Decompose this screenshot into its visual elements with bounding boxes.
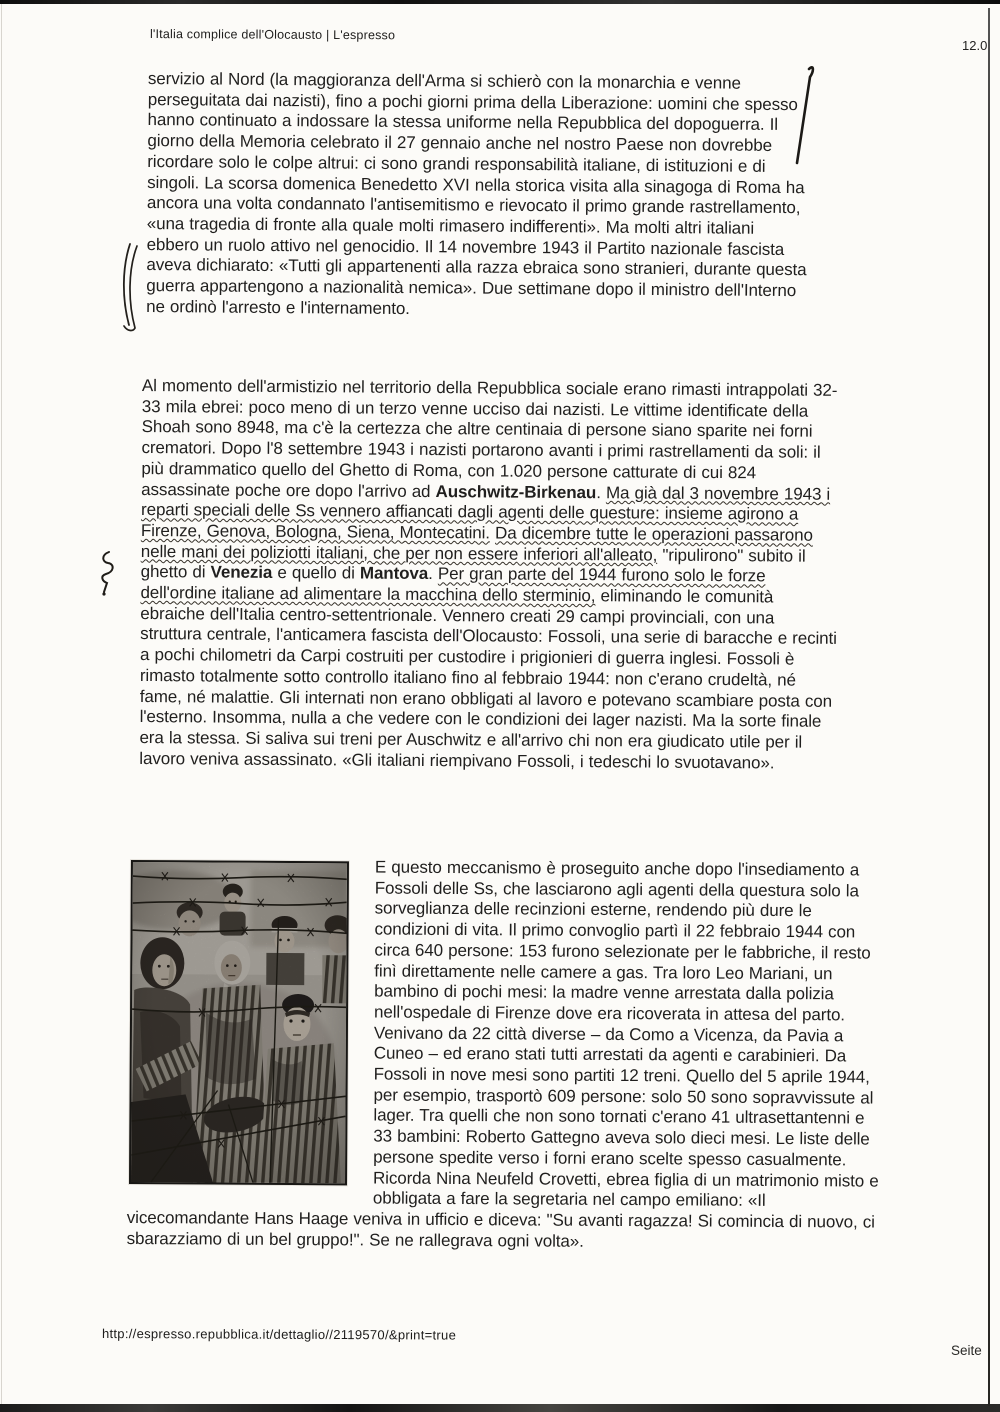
text-segment: Per gran parte del 1944 furono solo le forze dell'ordine italiane ad alimentare la macchina dello sterminio, (140, 564, 766, 606)
text-segment: "ripulirono" subito il ghetto di (140, 545, 806, 582)
text-segment: Al momento dell'armistizio nel territorio della Repubblica sociale erano rimasti intrappolati 32-33 mila ebrei: poco meno di un terzo venne ucciso dai nazisti. Le vittime identificate della Shoah sono 8948, ma c'è la certezza che altre centinaia di persone siano sparite nei forni crematori. Dopo l'8 settembre 1943 i nazisti portarono avanti i primi rastrellamenti da soli: il più drammatico quello del Ghetto di Roma, con 1.020 persone catturate di cui 824 assassinate poche ore dopo l'arrivo ad (141, 376, 838, 501)
footer-url: http://espresso.repubblica.it/dettaglio//2119570/&print=true (101, 1326, 457, 1343)
paragraph-2 (139, 376, 839, 774)
text-segment: servizio al Nord (la maggioranza dell'Arma si schierò con la monarchia e venne perseguitata dai nazisti), fino a pochi giorni prima della Liberazione: uomini che spesso hanno continuato a indossare la stessa uniforme nella Repubblica del dopoguerra. Il giorno della Memoria celebrato il 27 gennaio anche nel nostro Paese non dovrebbe ricordare solo le colpe altrui: ci sono grandi responsabilità italiane, di istituzioni e di singoli. La scorsa domenica Benedetto XVI nella storica visita alla sinagoga di Roma ha ancora una volta condannato l'antisemitismo e rievocato il primo grande rastrellamento, «una tragedia di fronte alla quale molti rimasero indifferenti». Ma molti altri italiani ebbero un ruolo attivo nel genocidio. Il 14 novembre 1943 il Partito nazionale fascista aveva dichiarato: «Tutti gli appartenenti alla razza ebraica sono stranieri, durante questa guerra appartengono a nazionalità nemica». Due settimane dopo il ministro dell'Interno ne ordinò l'arresto e l'internamento. (146, 69, 807, 318)
scan-edge-left (1, 4, 2, 1404)
paragraph-3-section (127, 856, 881, 1254)
text-segment: Ma già dal 3 novembre 1943 i reparti speciali delle Ss vennero affiancati dagli agenti delle questure: insieme agirono a Firenze, Genova, Bologna, Siena, Montecatini. (140, 482, 831, 543)
text-segment: . (596, 482, 607, 502)
pen-mark-double-stroke (117, 241, 143, 337)
paragraph-1 (146, 69, 810, 323)
text-segment: Mantova (359, 563, 429, 584)
scan-edge-bottom (0, 1404, 1000, 1412)
text-segment: Venezia (210, 562, 273, 583)
page-header-timestamp: 12.0 (962, 38, 988, 53)
text-segment: E questo meccanismo è proseguito anche dopo l'insediamento a Fossoli delle Ss, che lasciarono agli agenti della questura solo la sorveglianza delle recinzioni esterne, rendendo più dure le condizioni di vita. Il primo convoglio partì il 22 febbraio 1944 con circa 640 persone: 153 furono selezionate per le fabbriche, il resto finì direttamente nelle camere a gas. Tra loro Leo Mariani, un bambino di pochi mesi: la madre venne arrestata dalla polizia nell'ospedale di Firenze dove era ricoverata in attesa del parto. Venivano da 22 città diverse – da Como a Vicenza, da Pavia a Cuneo – ed erano stati tutti arrestati da agenti e carabinieri. Da Fossoli in nove mesi sono partiti 12 treni. Quello del 5 aprile 1944, per esempio, trasportò 609 persone: solo 50 sono sopravvissute al lager. Tra quelli che non sono tornati c'erano 41 ultrasettantenni e 33 bambini: Roberto Gattegno aveva solo dieci mesi. Le liste delle persone spedite verso i forni erano scelte spesso casualmente. Ricorda Nina Neufeld Crovetti, ebrea figlia di un matrimonio misto e obbligata a fare la segretaria nel campo emiliano: «Il vicecomandante Hans Haage veniva in ufficio e diceva: "Su avanti ragazza! Si comincia di nuovo, ci sbarazziamo di un bel gruppo!". Se ne rallegrava ogni volta». (126, 857, 879, 1251)
text-segment: . (428, 564, 439, 584)
text-segment: Da dicembre tutte le operazioni passarono nelle mani dei poliziotti italiani, che per non essere inferiori all'alleato, (140, 523, 813, 565)
text-segment: e quello di (272, 563, 360, 583)
page-header-title: l'Italia complice dell'Olocausto | L'espresso (149, 27, 396, 43)
text-segment: Auschwitz-Birkenau (435, 481, 597, 502)
pen-mark-squiggle (96, 548, 120, 606)
auschwitz-children-photo (129, 860, 349, 1185)
text-segment: eliminando le comunità ebraiche dell'Italia centro-settentrionale. Vennero creati 29 campi provinciali, con una struttura centrale, l'anticamera fascista dell'Olocausto: Fossoli, una serie di baracche e recinti a pochi chilometri da Carpi costruiti per custodire i prigionieri di guerra inglesi. Fossoli è rimasto totalmente sotto controllo italiano fino al febbraio 1944: non c'erano crudeltà, né fame, né malattie. Gli internati non erano obbligati al lavoro e potevano scambiare posta con l'esterno. Insomma, nulla a che vedere con le condizioni dei lager nazisti. Ma la sorte finale era la stessa. Si saliva sui treni per Auschwitz e all'arrivo chi non era giudicato utile per il lavoro veniva assassinato. «Gli italiani riempivano Fossoli, i tedeschi lo svuotavano». (139, 586, 837, 773)
scan-edge-right (988, 8, 990, 1406)
scan-edge-top (0, 0, 1000, 4)
footer-page-label: Seite (951, 1343, 982, 1358)
